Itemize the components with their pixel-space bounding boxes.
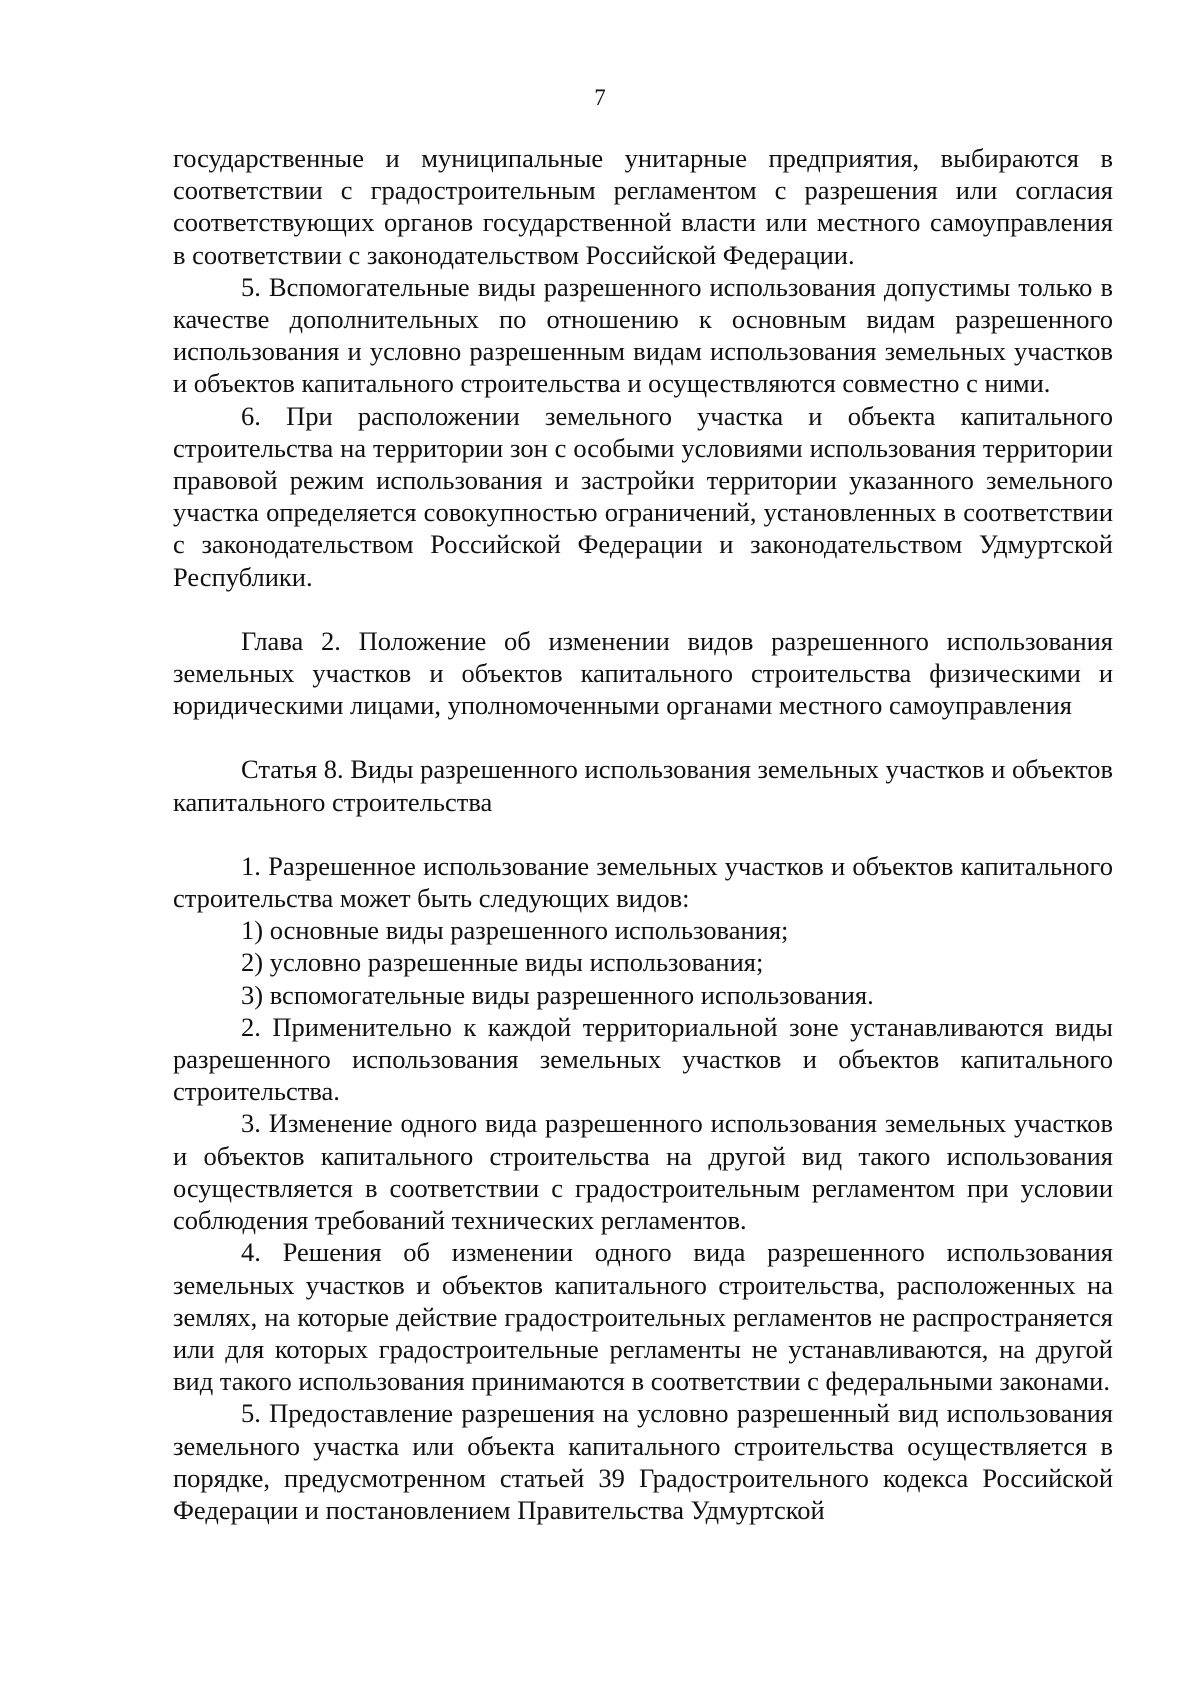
article-list-item-2: 2) условно разрешенные виды использования; <box>241 947 764 978</box>
paragraph-item-6: 6. При расположении земельного участка и объекта капитального строительства на территории зон с особыми условиями использования территории правовой режим использования и застройки территории указанного земельного участка определяется совокупностью ограничений, установленных в соответствии с законодательством Российской Федерации и законодательством Удмуртской Республики. <box>173 400 1113 592</box>
article-paragraph-5: 5. Предоставление разрешения на условно разрешенный вид использования земельного участка или объекта капитального строительства осуществляется в порядке, предусмотренном статьей 39 Градостроительного кодекса Российской Федерации и постановлением Правительства Удмуртской <box>173 1398 1113 1525</box>
paragraph-continuation: государственные и муниципальные унитарные предприятия, выбираются в соответствии с градостроительным регламентом с разрешения или согласия соответствующих органов государственной власти или местного самоуправления в соответствии с законодательством Российской Федерации. <box>173 143 1113 270</box>
article-paragraph-3: 3. Изменение одного вида разрешенного использования земельных участков и объектов капитального строительства на другой вид такого использования осуществляется в соответствии с градостроительным регламентом при условии соблюдения требований технических регламентов. <box>173 1108 1113 1236</box>
document-body <box>173 142 1113 1526</box>
article-paragraph-1: 1. Разрешенное использование земельных участков и объектов капитального строительства может быть следующих видов: <box>173 850 1113 914</box>
article-list-item-1: 1) основные виды разрешенного использования; <box>241 915 789 946</box>
article-list-item-3: 3) вспомогательные виды разрешенного использования. <box>241 979 874 1010</box>
page-number: 7 <box>594 85 606 110</box>
article-heading: Статья 8. Виды разрешенного использования земельных участков и объектов капитального строительства <box>173 754 1113 817</box>
paragraph-item-5: 5. Вспомогательные виды разрешенного использования допустимы только в качестве дополнительных по отношению к основным видам разрешенного использования и условно разрешенным видам использования земельных участков и объектов капитального строительства и осуществляются совместно с ними. <box>173 271 1113 399</box>
article-paragraph-4: 4. Решения об изменении одного вида разрешенного использования земельных участков и объектов капитального строительства, расположенных на землях, на которые действие градостроительных регламентов не распространяется или для которых градостроительные регламенты не устанавливаются, на другой вид такого использования принимаются в соответствии с федеральными законами. <box>173 1237 1113 1397</box>
article-paragraph-2: 2. Применительно к каждой территориальной зоне устанавливаются виды разрешенного использования земельных участков и объектов капитального строительства. <box>173 1011 1113 1107</box>
chapter-heading: Глава 2. Положение об изменении видов разрешенного использования земельных участков и объектов капитального строительства физическими и юридическими лицами, уполномоченными органами местного самоуправления <box>173 625 1113 721</box>
